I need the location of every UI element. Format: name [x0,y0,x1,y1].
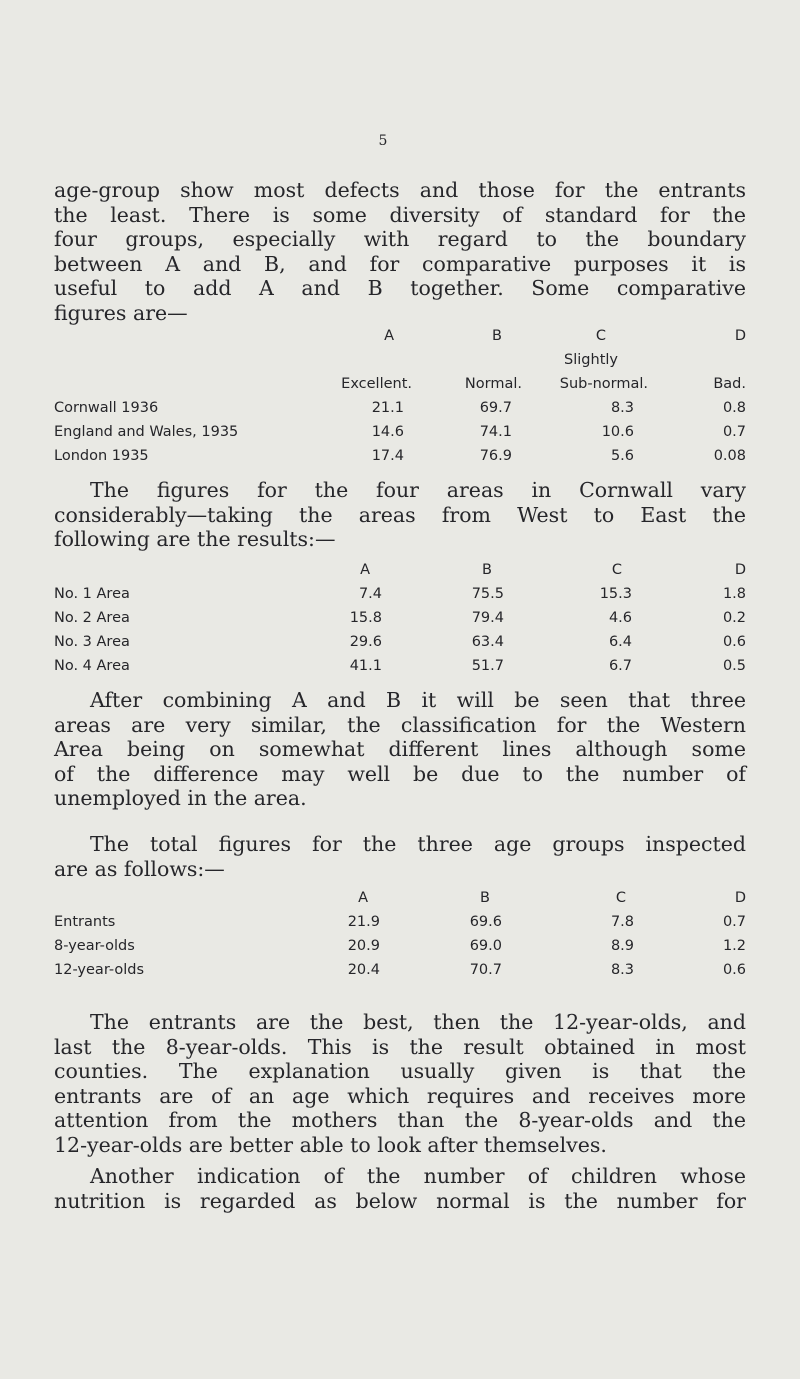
paragraph-total-figures [54,832,746,881]
text-line: nutrition is regarded as below normal is the number for [54,1188,746,1213]
text-line: The total figures for the three age groups inspected [90,832,746,856]
cell-value: 4.6 [608,610,632,626]
column-header-a: A [360,562,370,578]
text-line: following are the results:— [54,527,336,552]
text-line: Another indication of the number of children whose [90,1164,746,1188]
cell-value: 20.4 [347,962,380,978]
cell-value: 21.9 [347,914,380,930]
row-label: London 1935 [54,448,149,464]
column-subheader-c: Slightly [564,352,618,368]
cell-value: 0.2 [722,610,746,626]
cell-value: 8.9 [610,938,634,954]
column-header-a: A [358,890,368,906]
text-line: entrants are of an age which requires and receives more [54,1083,746,1108]
row-label: England and Wales, 1935 [54,424,239,440]
cell-value: 69.7 [479,400,512,416]
cell-value: 15.8 [349,610,382,626]
column-header-a: A [384,328,394,344]
table-row [54,930,746,954]
column-label-c: Sub-normal. [559,376,648,392]
column-header-c: C [615,890,626,906]
column-label-d: Bad. [713,376,746,392]
paragraph-entrants [54,1010,746,1158]
text-line: considerably—taking the areas from West to East the [54,502,746,527]
text-line: After combining A and B it will be seen that three [90,688,746,712]
cell-value: 21.1 [371,400,404,416]
cell-value: 6.4 [608,634,632,650]
text-line: are as follows:— [54,856,225,881]
cell-value: 0.7 [722,914,746,930]
table-row [54,602,746,626]
cell-value: 0.5 [722,658,746,674]
age-groups-table [54,882,746,978]
cell-value: 76.9 [479,448,512,464]
column-header-b: B [492,328,502,344]
column-header-d: D [734,328,746,344]
table-row [54,650,746,674]
cell-value: 63.4 [471,634,504,650]
cell-value: 8.3 [610,400,634,416]
areas-table [54,554,746,674]
column-header-d: D [734,890,746,906]
column-header-c: C [611,562,622,578]
text-line: areas are very similar, the classification for the Western [54,712,746,737]
cell-value: 7.8 [610,914,634,930]
column-header-c: C [595,328,606,344]
text-line: of the difference may well be due to the number of [54,761,746,786]
paragraph-areas [54,478,746,552]
text-line: figures are— [54,300,188,325]
cell-value: 29.6 [349,634,382,650]
cell-value: 0.8 [722,400,746,416]
row-label: 8-year-olds [54,938,135,954]
cell-value: 15.3 [599,586,632,602]
cell-value: 0.08 [713,448,746,464]
page-number: 5 [378,133,388,149]
table-row [54,416,746,440]
cell-value: 0.6 [722,634,746,650]
column-header-b: B [482,562,492,578]
text-line: four groups, especially with regard to the boundary [54,227,746,252]
cell-value: 74.1 [479,424,512,440]
cell-value: 20.9 [347,938,380,954]
cell-value: 8.3 [610,962,634,978]
row-label: Cornwall 1936 [54,400,159,416]
row-label: Entrants [54,914,116,930]
text-line: the least. There is some diversity of standard for the [54,202,746,227]
cell-value: 0.7 [722,424,746,440]
comparative-table [54,320,746,464]
cell-value: 17.4 [371,448,404,464]
table-row [54,440,746,464]
cell-value: 10.6 [601,424,634,440]
cell-value: 75.5 [471,586,504,602]
column-label-a: Excellent. [341,376,412,392]
text-line: unemployed in the area. [54,786,307,811]
table-row [54,954,746,978]
text-line: useful to add A and B together. Some comparative [54,276,746,301]
column-label-b: Normal. [464,376,522,392]
text-line: attention from the mothers than the 8-year-olds and the [54,1108,746,1133]
cell-value: 51.7 [471,658,504,674]
cell-value: 69.0 [469,938,502,954]
paragraph-combining [54,688,746,811]
text-line: between A and B, and for comparative purposes it is [54,251,746,276]
text-line: 12-year-olds are better able to look after themselves. [54,1132,607,1157]
cell-value: 1.8 [722,586,746,602]
column-header-b: B [480,890,490,906]
cell-value: 41.1 [349,658,382,674]
row-label: No. 3 Area [54,634,130,650]
row-label: No. 4 Area [54,658,130,674]
paragraph-another-indication [54,1164,746,1213]
text-line: Area being on somewhat different lines although some [54,737,746,762]
text-line: age-group show most defects and those for the entrants [54,178,746,202]
cell-value: 0.6 [722,962,746,978]
row-label: 12-year-olds [54,962,145,978]
cell-value: 5.6 [610,448,634,464]
text-line: The figures for the four areas in Cornwall vary [90,478,746,502]
text-line: last the 8-year-olds. This is the result obtained in most [54,1034,746,1059]
paragraph-intro [54,178,746,326]
row-label: No. 2 Area [54,610,130,626]
table-row [54,906,746,930]
cell-value: 79.4 [471,610,504,626]
row-label: No. 1 Area [54,586,130,602]
cell-value: 6.7 [608,658,632,674]
cell-value: 69.6 [469,914,502,930]
table-row [54,392,746,416]
text-line: The entrants are the best, then the 12-year-olds, and [90,1010,746,1034]
cell-value: 1.2 [722,938,746,954]
cell-value: 14.6 [371,424,404,440]
table-row [54,578,746,602]
column-header-d: D [734,562,746,578]
cell-value: 7.4 [358,586,382,602]
table-row [54,626,746,650]
cell-value: 70.7 [469,962,502,978]
text-line: counties. The explanation usually given is that the [54,1059,746,1084]
